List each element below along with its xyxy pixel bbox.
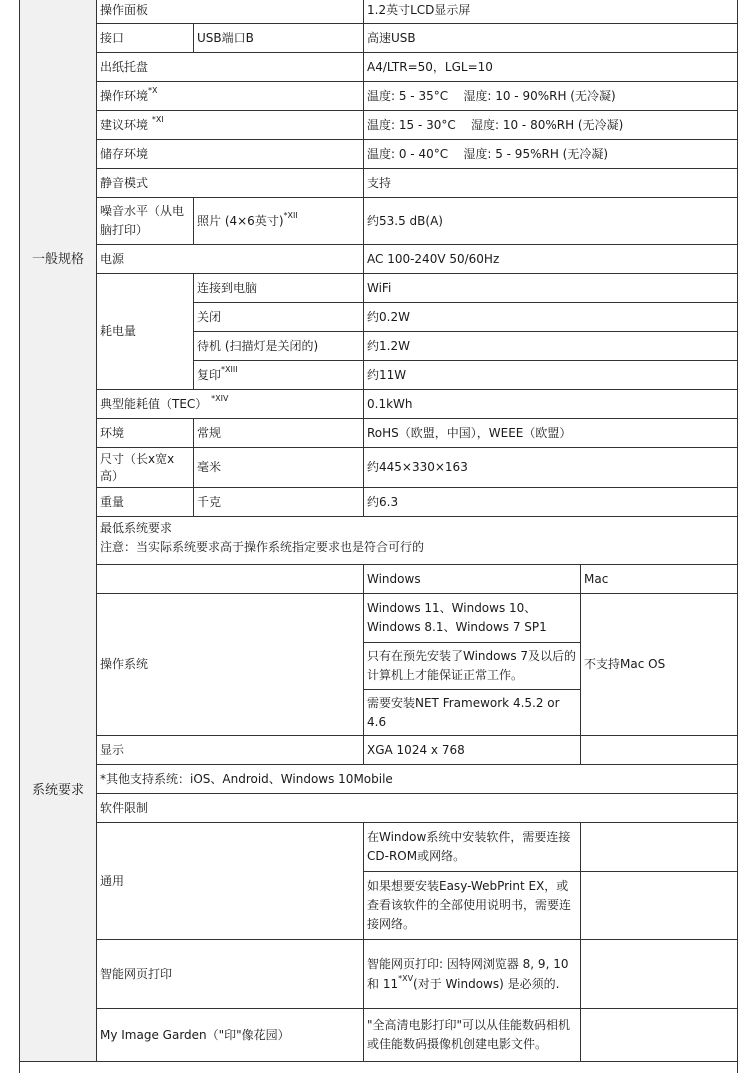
mig-windows	[363, 1008, 581, 1062]
sub-text: 待机 (扫描灯是关闭的)	[197, 338, 319, 353]
mig-mac	[580, 1008, 738, 1062]
display-label	[96, 735, 364, 765]
value-text: Windows 11、Windows 10、Windows 8.1、Windows 7 SP1	[367, 601, 547, 634]
label-text: 通用	[100, 873, 125, 888]
label-text	[100, 116, 164, 135]
value-text: 支持	[367, 175, 392, 190]
value-text: AC 100-240V 50/60Hz	[367, 251, 500, 266]
label-text: 储存环境	[100, 146, 149, 161]
label-text	[100, 395, 228, 414]
value-text: 在Window系统中安装软件，需要连接CD-ROM或网络。	[367, 830, 571, 863]
display-windows	[363, 735, 581, 765]
label-text: 静音模式	[100, 175, 149, 190]
header-text: Mac	[584, 571, 609, 586]
row-consumption-value-3	[363, 360, 738, 390]
os-mac	[580, 593, 738, 736]
row-operating-env-value	[363, 81, 738, 111]
general-mac-1	[580, 871, 738, 940]
row-recommended-env-value	[363, 110, 738, 140]
row-environment-sub	[193, 418, 364, 448]
sub-text: 毫米	[197, 460, 222, 474]
header-text: Windows	[367, 571, 421, 586]
value-text: 高速USB	[367, 30, 416, 45]
sub-text: 千克	[197, 494, 222, 509]
row-environment-value	[363, 418, 738, 448]
label-text: 显示	[100, 742, 125, 757]
value-text: 0.1kWh	[367, 396, 413, 411]
display-mac	[580, 735, 738, 765]
webprint-windows	[363, 939, 581, 1009]
row-storage-env-label	[96, 139, 364, 169]
row-consumption-sub-2	[193, 331, 364, 361]
label-text: 电源	[100, 251, 125, 266]
row-weight-value	[363, 487, 738, 517]
row-consumption-label	[96, 273, 194, 390]
value-text: 约445×330×163	[367, 460, 468, 474]
general-windows-0	[363, 822, 581, 872]
sub: 照片 (4×6英寸)	[197, 213, 284, 228]
webprint-label	[96, 939, 364, 1009]
row-dimensions-label	[96, 447, 194, 488]
min-requirements	[96, 516, 738, 565]
os-label	[96, 593, 364, 736]
software-limits	[96, 793, 738, 823]
row-storage-env-value	[363, 139, 738, 169]
min-req-note: 注意：当实际系统要求高于操作系统指定要求也是符合可行的	[100, 540, 425, 554]
value-text: A4/LTR=50，LGL=10	[367, 59, 493, 74]
value-text: WiFi	[367, 280, 392, 295]
label-text: 操作系统	[100, 657, 149, 671]
col-header-mac	[580, 564, 738, 594]
value-text: XGA 1024 x 768	[367, 742, 465, 757]
sub: 复印	[197, 367, 222, 382]
value-text: 需要安装NET Framework 4.5.2 or 4.6	[367, 695, 560, 729]
label: 操作环境	[100, 88, 149, 103]
label-text: 操作面板	[100, 2, 149, 17]
value-text: 软件限制	[100, 800, 149, 815]
sub-text: USB端口B	[197, 30, 254, 45]
row-noise-sub	[193, 197, 364, 245]
value-text	[367, 954, 577, 994]
value-text: 温度: 5 - 35°C 湿度: 10 - 90%RH (无冷凝)	[367, 88, 616, 103]
row-power-value	[363, 244, 738, 274]
label-text: 重量	[100, 494, 125, 509]
min-req-title: 最低系统要求	[100, 521, 173, 535]
label-text: My Image Garden（"印"像花园）	[100, 1027, 290, 1042]
label-text: 智能网页打印	[100, 966, 173, 981]
row-weight-sub	[193, 487, 364, 517]
label-text: 尺寸（长x宽x高）	[100, 451, 175, 483]
value-text: 如果想要安装Easy-WebPrint EX，或查看该软件的全部使用说明书，需要连接网络。	[367, 879, 572, 931]
row-interface-value	[363, 23, 738, 53]
row-interface-sub	[193, 23, 364, 53]
next-section-border	[19, 1061, 738, 1073]
value-text: 约11W	[367, 367, 407, 382]
row-weight-label	[96, 487, 194, 517]
value-text: *其他支持系统：iOS、Android、Windows 10Mobile	[100, 771, 393, 786]
sub-text	[197, 366, 238, 385]
value-text: 约6.3	[367, 494, 399, 509]
general-label	[96, 822, 364, 940]
mig-label	[96, 1008, 364, 1062]
value-text: "全高清电影打印"可以从佳能数码相机或佳能数码摄像机创建电影文件。	[367, 1018, 571, 1051]
label-text: 噪音水平（从电脑打印）	[100, 204, 185, 237]
os-header-blank	[96, 564, 364, 594]
footnote-ref: *X	[148, 85, 158, 95]
row-dimensions-value	[363, 447, 738, 488]
row-panel-value	[363, 0, 738, 24]
webprint-mac	[580, 939, 738, 1009]
category-general	[19, 0, 97, 516]
label: 典型能耗值（TEC）	[100, 396, 208, 411]
col-header-windows	[363, 564, 581, 594]
footnote-ref: *XIV	[211, 393, 229, 403]
value-b: (对于 Windows) 是必须的.	[413, 977, 560, 991]
footnote-ref: *XIII	[221, 364, 238, 374]
row-noise-value	[363, 197, 738, 245]
general-windows-1	[363, 871, 581, 940]
row-consumption-value-1	[363, 302, 738, 332]
row-consumption-sub-0	[193, 273, 364, 303]
os-windows-2	[363, 689, 581, 736]
value-text: 不支持Mac OS	[584, 657, 666, 671]
label-text: 接口	[100, 30, 125, 45]
os-windows-0	[363, 593, 581, 643]
category-system	[19, 515, 97, 1062]
row-consumption-sub-3	[193, 360, 364, 390]
label-text: 出纸托盘	[100, 59, 149, 74]
category-general-label: 一般规格	[31, 252, 84, 267]
row-dimensions-sub	[193, 447, 364, 488]
value-text: 温度: 15 - 30°C 湿度: 10 - 80%RH (无冷凝)	[367, 117, 624, 132]
row-interface-label	[96, 23, 194, 53]
row-power-label	[96, 244, 364, 274]
label-text: 环境	[100, 425, 125, 440]
row-consumption-sub-1	[193, 302, 364, 332]
footnote-ref: *XII	[283, 210, 298, 220]
value-text: 约1.2W	[367, 338, 410, 353]
value-text: 约53.5 dB(A)	[367, 213, 443, 228]
general-mac-0	[580, 822, 738, 872]
label: 建议环境	[100, 117, 149, 132]
row-quiet-mode-value	[363, 168, 738, 198]
os-windows-1	[363, 642, 581, 690]
other-systems	[96, 764, 738, 794]
value-text: 温度: 0 - 40°C 湿度: 5 - 95%RH (无冷凝)	[367, 146, 609, 161]
row-panel-label	[96, 0, 364, 24]
value-text: 1.2英寸LCD显示屏	[367, 2, 471, 17]
sub-text: 连接到电脑	[197, 280, 258, 295]
row-operating-env-label	[96, 81, 364, 111]
row-recommended-env-label	[96, 110, 364, 140]
row-consumption-value-0	[363, 273, 738, 303]
footnote-ref: *XV	[398, 974, 414, 983]
row-output-tray-value	[363, 52, 738, 82]
category-system-label: 系统要求	[31, 783, 84, 798]
row-consumption-value-2	[363, 331, 738, 361]
label-text: 耗电量	[100, 324, 137, 338]
row-noise-label	[96, 197, 194, 245]
row-quiet-mode-label	[96, 168, 364, 198]
footnote-ref: *XI	[151, 114, 164, 124]
row-tec-label	[96, 389, 364, 419]
sub-text: 常规	[197, 425, 222, 440]
row-environment-label	[96, 418, 194, 448]
sub-text	[197, 212, 298, 231]
sub-text: 关闭	[197, 309, 222, 324]
row-tec-value	[363, 389, 738, 419]
label-text	[100, 87, 158, 106]
value-text: RoHS（欧盟，中国），WEEE（欧盟）	[367, 425, 572, 440]
value-a: 智能网页打印: 因特网浏览器 8, 9, 10 和 11	[367, 957, 569, 991]
row-output-tray-label	[96, 52, 364, 82]
value-text: 只有在预先安装了Windows 7及以后的计算机上才能保证正常工作。	[367, 649, 577, 682]
value-text: 约0.2W	[367, 309, 410, 324]
